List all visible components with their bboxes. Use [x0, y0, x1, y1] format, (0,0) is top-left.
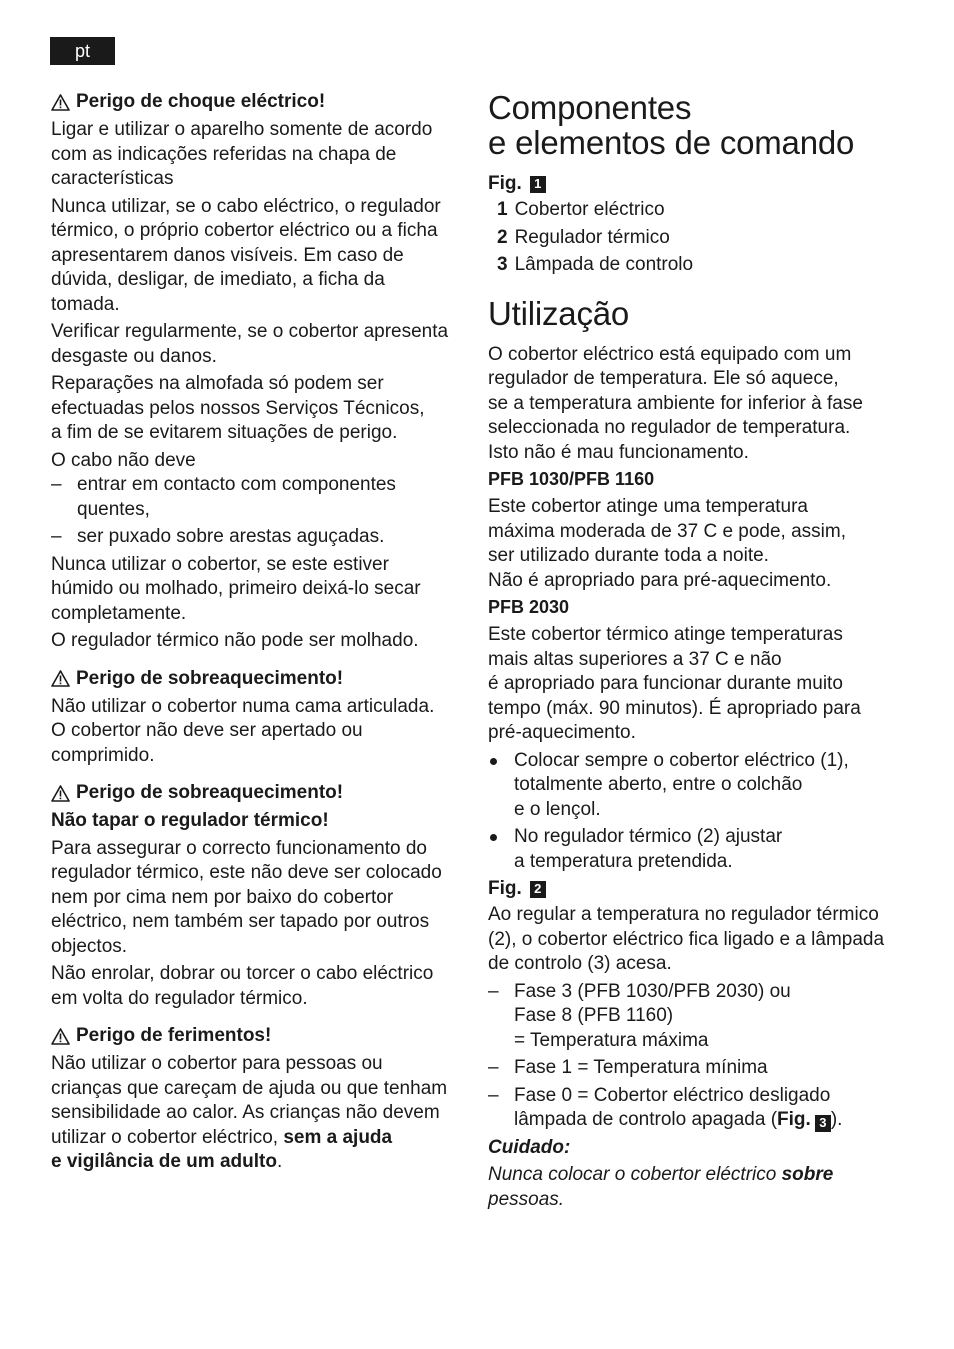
- list-item: – Fase 1 = Temperatura mínima: [488, 1057, 768, 1078]
- warning-triangle-icon: [51, 1028, 70, 1045]
- figure-reference: Fig. 1: [488, 172, 908, 196]
- warning-overheating-heading: Perigo de sobreaquecimento!: [51, 667, 471, 691]
- model-heading: PFB 1030/PFB 1160: [488, 469, 655, 489]
- language-tab: pt: [50, 37, 115, 65]
- warning-injury-heading: Perigo de ferimentos!: [51, 1024, 471, 1048]
- figure-number-badge: 2: [530, 881, 546, 898]
- component-item: 3 Lâmpada de controlo: [497, 254, 694, 275]
- bullet-icon: [490, 834, 497, 841]
- component-item: 1 Cobertor eléctrico: [497, 199, 665, 220]
- paragraph: Para assegurar o correcto funcionamento do regulador térmico, este não deve ser colocado nem por cima nem por baixo do cobertor eléctrico, nem também ser tapado por outros objectos.: [51, 837, 442, 957]
- paragraph: Nunca utilizar, se o cabo eléctrico, o regulador térmico, o próprio cobertor eléctrico ou a ficha apresentarem danos visíveis. Em caso de dúvida, desligar, de imediato, a ficha da tomada.: [51, 195, 441, 315]
- paragraph: Este cobertor térmico atinge temperaturas mais altas superiores a 37 C e não é apropriado para funcionar durante muito tempo (máx. 90 minutos). É apropriado para pré-aquecimento.: [488, 624, 861, 743]
- paragraph: O cabo não deve: [51, 449, 196, 471]
- warning-triangle-icon: [51, 670, 70, 687]
- list-item: – Fase 3 (PFB 1030/PFB 2030) ou Fase 8 (PFB 1160) = Temperatura máxima: [488, 980, 791, 1051]
- section-title-components: Componentes e elementos de comando: [488, 89, 855, 161]
- paragraph: Ligar e utilizar o aparelho somente de acordo com as indicações referidas na chapa de características: [51, 119, 433, 189]
- list-item: – entrar em contacto com componentes quentes,: [51, 474, 396, 520]
- paragraph: Não utilizar o cobertor para pessoas ou crianças que careçam de ajuda ou que tenham sensibilidade ao calor. As crianças não devem utilizar o cobertor eléctrico, sem a ajuda e vigilância de um adulto.: [51, 1053, 448, 1172]
- right-column: [488, 90, 908, 1215]
- subheading: Não tapar o regulador térmico!: [51, 810, 329, 831]
- caution-text: Nunca colocar o cobertor eléctrico sobre pessoas.: [488, 1164, 834, 1210]
- warning-overheating-heading-2: Perigo de sobreaquecimento!: [51, 781, 471, 805]
- paragraph: Nunca utilizar o cobertor, se este estiver húmido ou molhado, primeiro deixá-lo secar completamente.: [51, 553, 421, 624]
- paragraph: O cobertor eléctrico está equipado com um regulador de temperatura. Ele só aquece, se a temperatura ambiente for inferior à fase seleccionada no regulador de temperatura. Isto não é mau funcionamento.: [488, 343, 863, 463]
- left-column: [51, 90, 471, 1178]
- list-item: – Fase 0 = Cobertor eléctrico desligado lâmpada de controlo apagada (Fig. 3 ).: [488, 1084, 843, 1130]
- paragraph: Ao regular a temperatura no regulador térmico (2), o cobertor eléctrico fica ligado e a lâmpada de controlo (3) acesa.: [488, 904, 885, 974]
- bullet-icon: [490, 758, 497, 765]
- warning-electric-shock-heading: Perigo de choque eléctrico!: [51, 90, 471, 114]
- list-item: – ser puxado sobre arestas aguçadas.: [51, 526, 385, 547]
- figure-number-badge: 3: [815, 1115, 831, 1132]
- figure-reference: Fig. 2: [488, 877, 908, 901]
- section-title-usage: Utilização: [488, 294, 630, 332]
- warning-triangle-icon: [51, 94, 70, 111]
- paragraph: Verificar regularmente, se o cobertor apresenta desgaste ou danos.: [51, 321, 449, 367]
- model-heading: PFB 2030: [488, 597, 570, 617]
- bullet-item: No regulador térmico (2) ajustar a temperatura pretendida.: [488, 825, 908, 874]
- paragraph: Não enrolar, dobrar ou torcer o cabo eléctrico em volta do regulador térmico.: [51, 963, 434, 1009]
- paragraph: O regulador térmico não pode ser molhado.: [51, 630, 419, 651]
- paragraph: Este cobertor atinge uma temperatura máxima moderada de 37 C e pode, assim, ser utilizado durante toda a noite. Não é apropriado para pré-aquecimento.: [488, 496, 847, 591]
- caution-heading: Cuidado:: [488, 1136, 571, 1158]
- warning-triangle-icon: [51, 785, 70, 802]
- paragraph: Reparações na almofada só podem ser efectuadas pelos nossos Serviços Técnicos, a fim de se evitarem situações de perigo.: [51, 373, 425, 443]
- paragraph: Não utilizar o cobertor numa cama articulada. O cobertor não deve ser apertado ou comprimido.: [51, 695, 435, 766]
- figure-number-badge: 1: [530, 176, 546, 193]
- component-item: 2 Regulador térmico: [497, 226, 670, 248]
- bullet-item: Colocar sempre o cobertor eléctrico (1), totalmente aberto, entre o colchão e o lençol.: [488, 749, 908, 823]
